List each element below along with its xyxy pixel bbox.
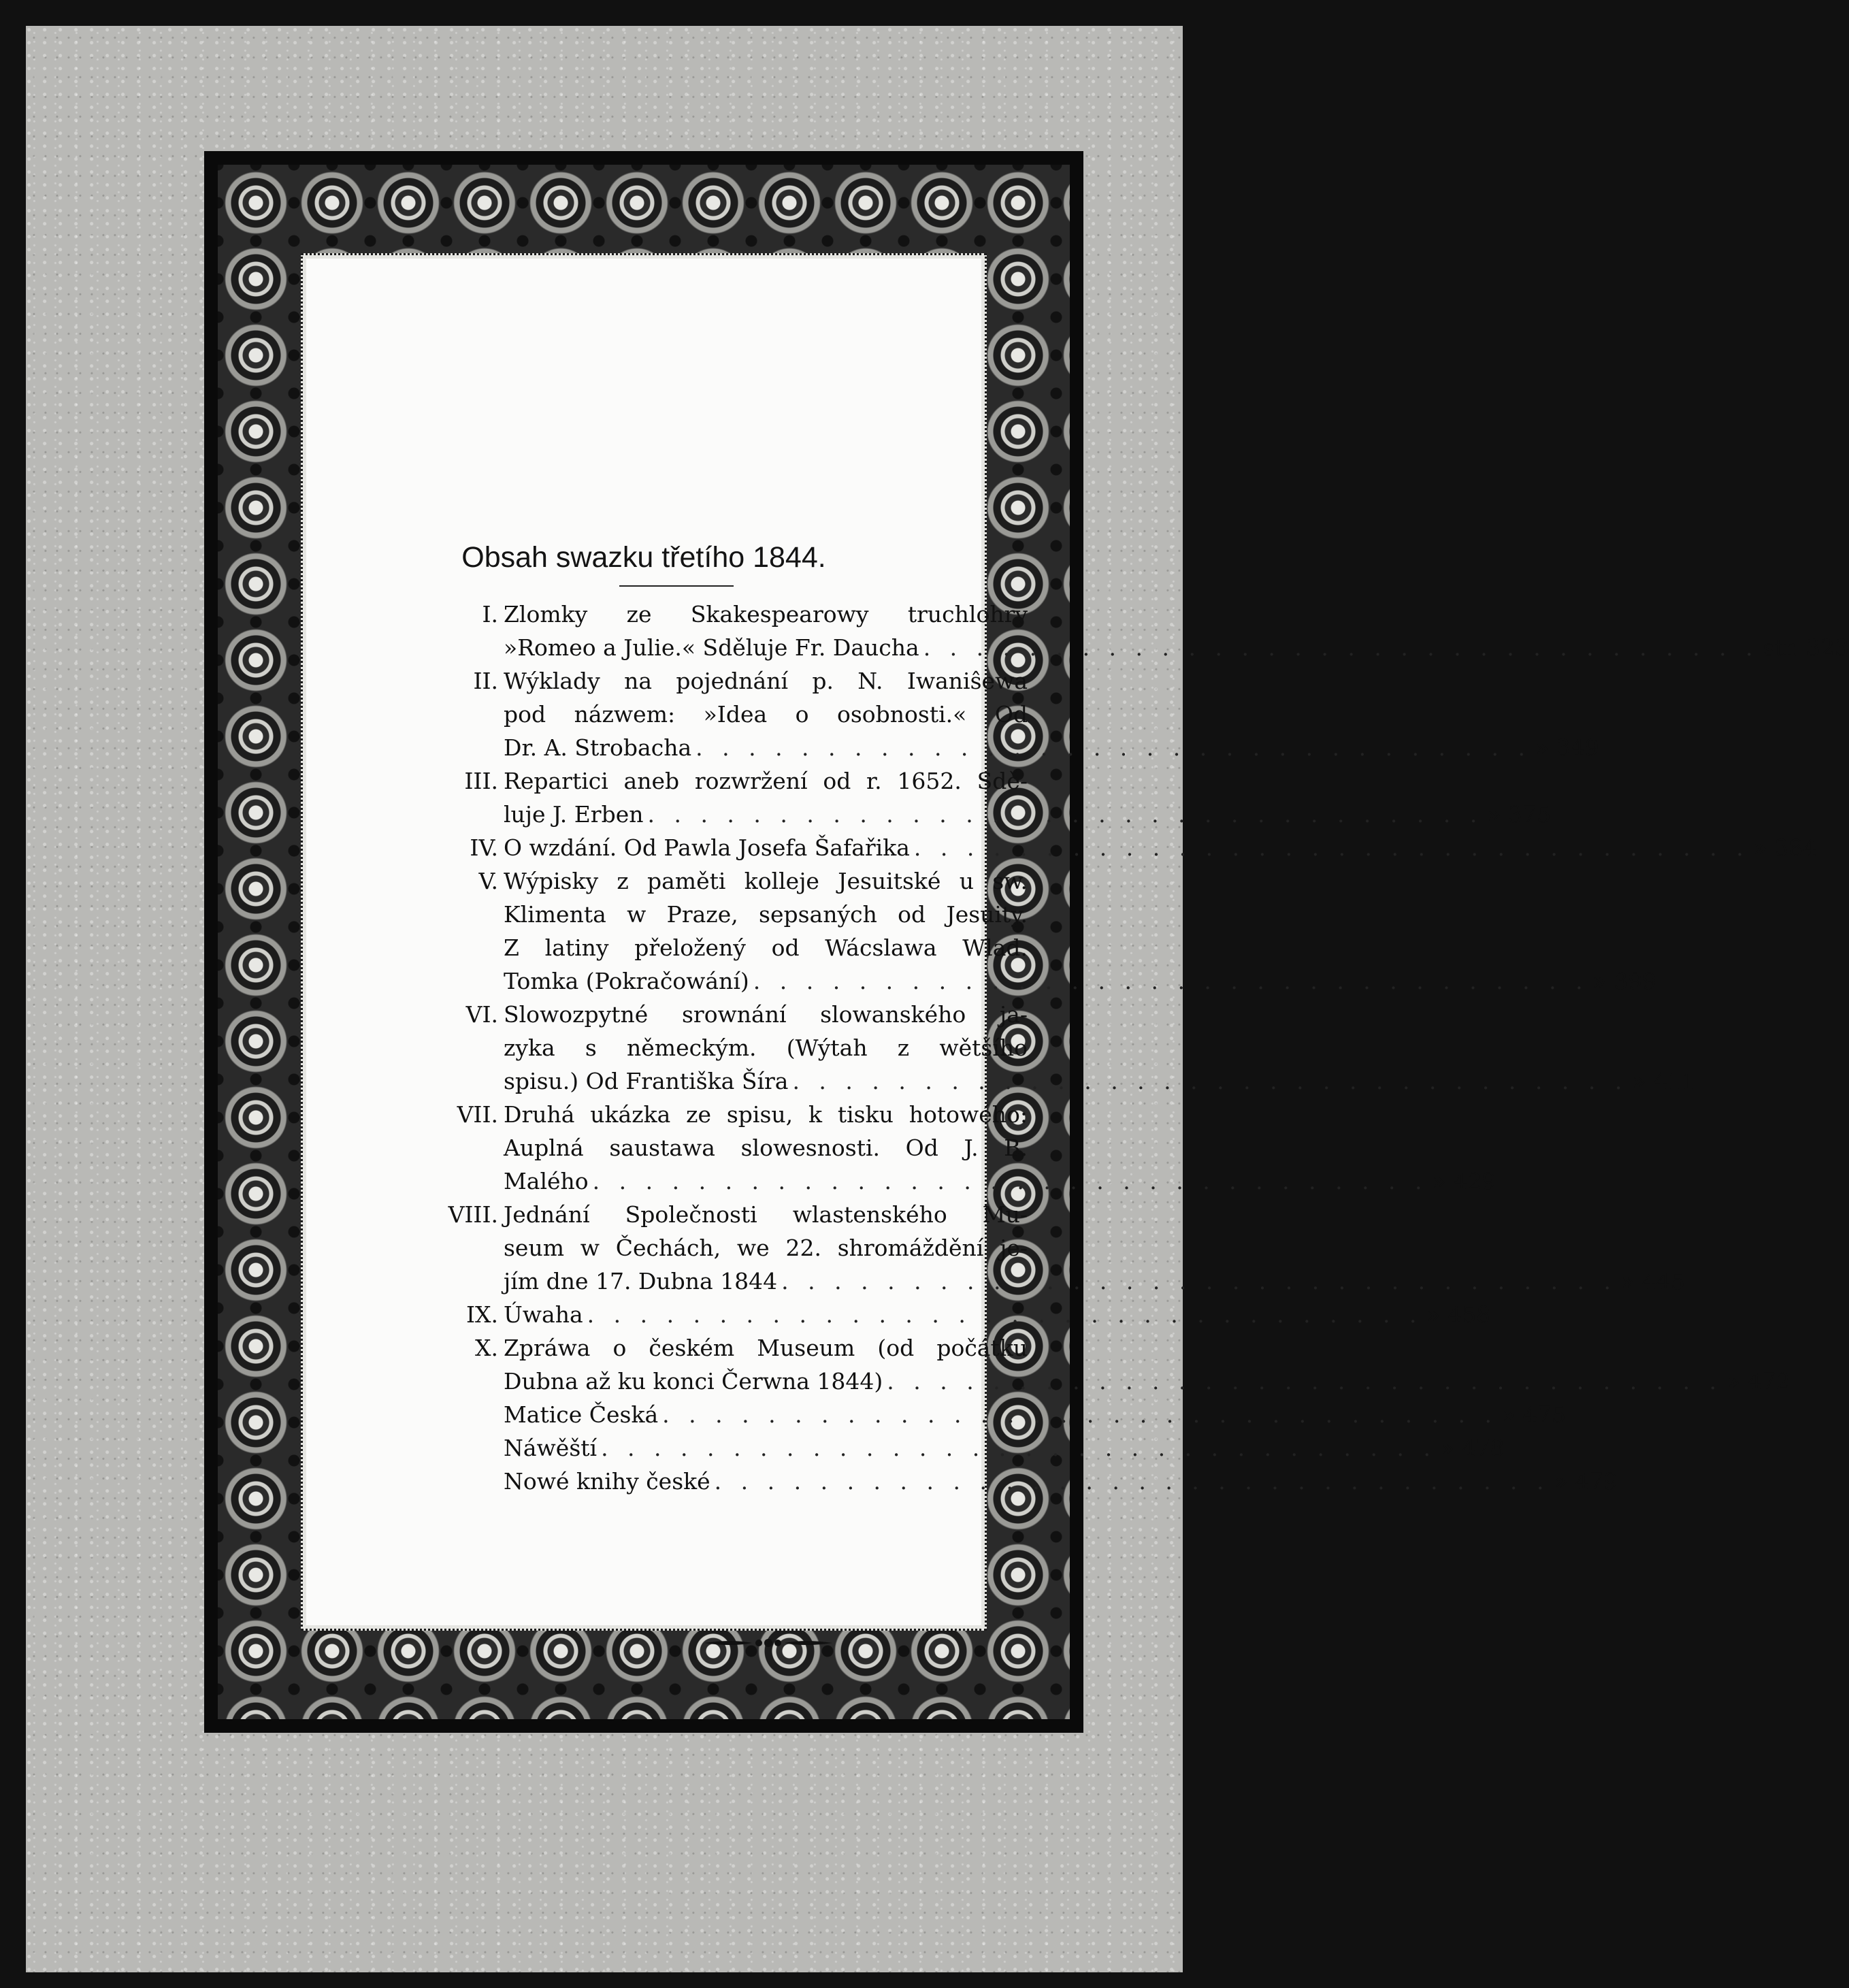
- dot-leader: . . . . . . . . . . . . . . . . . . . . . . . . . . . . . . . .: [662, 1401, 1499, 1428]
- page-number: » 479: [1554, 1468, 1618, 1495]
- entry-text: Druhá ukázka ze spisu, k tisku hotowého:: [504, 1101, 1028, 1128]
- entry-number: VII.: [457, 1101, 498, 1128]
- entry-text: Dr. A. Strobacha: [504, 734, 692, 761]
- entry-line: [504, 1298, 1491, 1331]
- entry-line: [504, 764, 1028, 798]
- entry-text: pod názwem: »Idea o osobnosti.« Od: [504, 701, 1028, 728]
- entry-line: [504, 698, 1028, 731]
- entry-line: [504, 1265, 1685, 1298]
- dot-leader: . . . . . . . . . . . . . . . . . . . . . . . . . . . . . . . .: [647, 801, 1484, 828]
- entry-line: [504, 1231, 1028, 1265]
- dot-leader: . . . . . . . . . . . . . . . . . . . . . . . . . . . . . . . .: [781, 1268, 1618, 1294]
- entry-line: [504, 1365, 1790, 1398]
- entry-line: [504, 931, 1028, 964]
- toc-entry: [408, 1198, 1685, 1298]
- page-number: » 384: [1753, 834, 1818, 861]
- entry-text: Úwaha: [504, 1301, 583, 1328]
- entry-number: V.: [478, 868, 498, 894]
- dot-leader: . . . . . . . . . . . . . . . . . . . . . . . . . . . . . . . .: [923, 634, 1759, 661]
- toc-entry: [408, 864, 1657, 998]
- entry-line: [504, 1031, 1028, 1064]
- entry-text: Slowozpytné srownání slowanského ja-: [504, 1001, 1028, 1028]
- dot-leader: . . . . . . . . . . . . . . . . . . . . . . . . . . . . . . . .: [592, 1168, 1428, 1194]
- toc-entry: [408, 764, 1552, 831]
- entry-text: O wzdání. Od Pawla Josefa Šafařika: [504, 834, 910, 861]
- toc-entry: [408, 1465, 1618, 1498]
- contents-page: [306, 259, 1849, 1625]
- entry-text: luje J. Erben: [504, 801, 644, 828]
- toc-entry: [408, 1431, 1505, 1465]
- entry-line: [504, 1431, 1505, 1465]
- page-number: » 349: [1535, 734, 1599, 761]
- dot-leader: . . . . . . . . . . . . . . . . . . . . . . . . . . . . . . . .: [587, 1301, 1423, 1328]
- entry-text: Wýpisky z paměti kolleje Jesuitské u sw.: [504, 868, 1028, 894]
- dot-leader: . . . . . . . . . . . . . . . . . . . . . . . . . . . . . . . .: [792, 1068, 1629, 1094]
- entry-line: [504, 1465, 1618, 1498]
- entry-line: [504, 731, 1599, 764]
- entry-line: [504, 898, 1028, 931]
- entry-line: [504, 1331, 1028, 1365]
- entry-text: Matice Česká: [504, 1401, 659, 1428]
- entry-number: IV.: [470, 834, 498, 861]
- dot-leader: . . . . . . . . . . . . . . . . . . . . . . . . . . . . . . . .: [714, 1468, 1550, 1495]
- entry-number: III.: [464, 768, 498, 794]
- entry-line: [504, 1398, 1566, 1431]
- toc-entry: [408, 664, 1599, 764]
- dot-leader: . . . . . . . . . . . . . . . . . . . . . . . . . . . . . . . .: [753, 968, 1589, 994]
- dot-leader: . . . . . . . . . . . . . . . . . . . . . . . . . . . . . . . .: [696, 734, 1531, 761]
- page-number: » 445: [1621, 1268, 1685, 1294]
- page-number: » 478: [1440, 1435, 1505, 1461]
- entry-line: [504, 1098, 1028, 1131]
- entry-text: Zlomky ze Skakespearowy truchlohry: [504, 601, 1028, 628]
- entry-line: [504, 798, 1552, 831]
- toc-entry: [408, 1098, 1496, 1198]
- page-number: » 472: [1727, 1368, 1790, 1395]
- page-title: Obsah swazku třetího 1844.: [461, 541, 826, 574]
- toc-entry: [408, 1398, 1566, 1431]
- ornamental-rule-icon: [704, 1635, 832, 1651]
- title-rule: [619, 585, 734, 587]
- entry-text: zyka s německým. (Wýtah z wětšího: [504, 1034, 1028, 1061]
- entry-line: [504, 964, 1657, 998]
- entry-text: Dubna až ku konci Čerwna 1844): [504, 1368, 883, 1395]
- entry-line: [504, 1131, 1028, 1164]
- page-number: » 458: [1426, 1301, 1491, 1328]
- page-number: » 429: [1432, 1168, 1496, 1194]
- entry-text: seum w Čechách, we 22. shromáždění je-: [504, 1235, 1028, 1261]
- entry-text: Náwěští: [504, 1435, 598, 1461]
- toc-entry: [408, 1298, 1491, 1331]
- entry-number: VI.: [465, 1001, 498, 1028]
- entry-text: Jednání Společnosti wlastenského Mu-: [504, 1201, 1028, 1228]
- toc-entry: [408, 1331, 1790, 1398]
- entry-text: Auplná saustawa slowesnosti. Od J. B.: [504, 1135, 1028, 1161]
- entry-text: Tomka (Pokračowání): [504, 968, 749, 994]
- dot-leader: . . . . . . . . . . . . . . . . . . . . . . . . . . . . . . . .: [913, 834, 1750, 861]
- entry-number: VIII.: [448, 1201, 498, 1228]
- entry-line: [504, 1164, 1496, 1198]
- page-number: str. 323: [1763, 634, 1849, 661]
- entry-text: Klimenta w Praze, sepsaných od Jesuity.: [504, 901, 1028, 928]
- dot-leader: . . . . . . . . . . . . . . . . . . . . . . . . . . . . . . . .: [887, 1368, 1723, 1395]
- table-of-contents: [408, 598, 1849, 1498]
- entry-text: spisu.) Od Františka Šíra: [504, 1068, 789, 1094]
- entry-line: [504, 631, 1849, 664]
- entry-number: II.: [473, 668, 498, 694]
- toc-entry: [408, 998, 1696, 1098]
- entry-text: jím dne 17. Dubna 1844: [504, 1268, 778, 1294]
- entry-number: IX.: [465, 1301, 498, 1328]
- page-number: » 399: [1592, 968, 1657, 994]
- entry-line: [504, 998, 1028, 1031]
- entry-text: Nowé knihy české: [504, 1468, 710, 1495]
- entry-line: [504, 598, 1028, 631]
- entry-line: [504, 664, 1028, 698]
- decorative-frame: [204, 151, 1849, 1733]
- page-number: » 411: [1632, 1068, 1696, 1094]
- entry-line: [504, 864, 1028, 898]
- entry-line: [504, 1064, 1696, 1098]
- entry-number: I.: [482, 601, 498, 628]
- dot-leader: . . . . . . . . . . . . . . . . . . . . . . . . . . . . . . . .: [601, 1435, 1437, 1461]
- entry-text: »Romeo a Julie.« Sděluje Fr. Daucha: [504, 634, 919, 661]
- entry-line: [504, 831, 1818, 864]
- page-number: » 475: [1502, 1401, 1566, 1428]
- toc-entry: [408, 598, 1849, 664]
- entry-line: [504, 1198, 1028, 1231]
- entry-text: Wýklady na pojednání p. N. Iwaniŝewa: [504, 668, 1028, 694]
- entry-text: Repartici aneb rozwržení od r. 1652. Sdě-: [504, 768, 1028, 794]
- toc-entry: [408, 831, 1818, 864]
- entry-text: Z latiny přeložený od Wácslawa Wlad.: [504, 934, 1028, 961]
- entry-number: X.: [475, 1335, 498, 1361]
- entry-text: Zpráwa o českém Museum (od počátku: [504, 1335, 1028, 1361]
- entry-text: Malého: [504, 1168, 589, 1194]
- page-number: » 375: [1487, 801, 1552, 828]
